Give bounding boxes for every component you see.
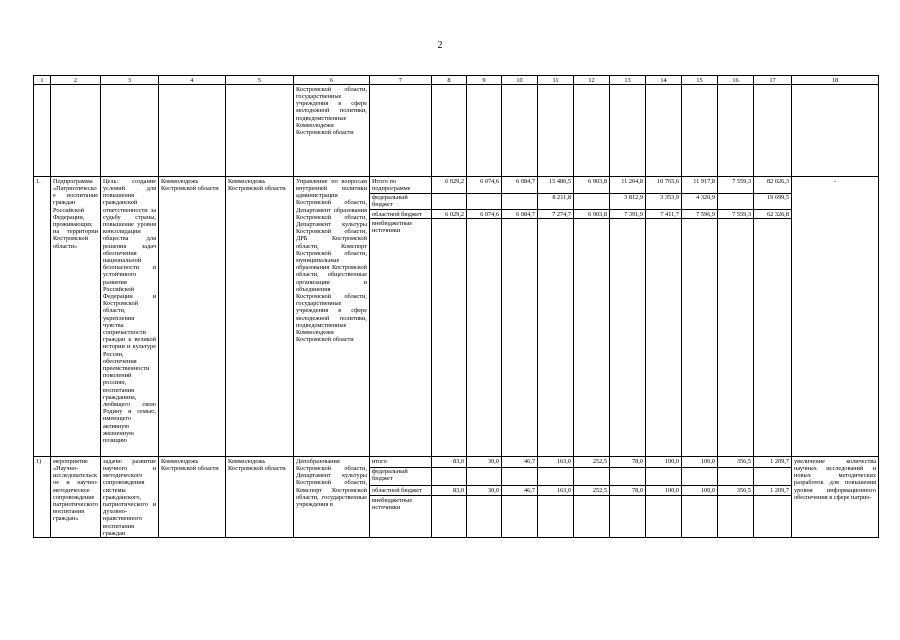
value-cell: 100,0 xyxy=(682,457,718,467)
value-cell: 11 917,8 xyxy=(682,177,718,193)
value-cell: 62 326,8 xyxy=(754,210,792,219)
subprogram-name: Подпрограмма «Патриотическое воспитание граждан Российской Федерации, проживающих на территории Костромской области» xyxy=(51,177,101,457)
value-cell: 252,5 xyxy=(574,486,610,496)
value-cell: 3 353,9 xyxy=(646,193,682,209)
value-cell: 7 391,9 xyxy=(610,210,646,219)
value-cell xyxy=(432,496,467,538)
value-cell xyxy=(502,496,538,538)
value-cell: 1 209,7 xyxy=(754,486,792,496)
value-cell xyxy=(754,496,792,538)
value-cell xyxy=(610,496,646,538)
value-cell: 6 084,7 xyxy=(502,177,538,193)
value-cell xyxy=(718,219,754,457)
activity-row xyxy=(34,457,879,467)
executor-cell: Костромской области, государственные учреждения в сфере молодежной политики, подведомственные Коммолодежи Костромской области xyxy=(294,85,370,177)
col-header: 18 xyxy=(792,76,879,85)
value-cell: 356,5 xyxy=(718,457,754,467)
subprogram-row xyxy=(34,177,879,193)
col-header: 11 xyxy=(538,76,574,85)
value-cell xyxy=(538,467,574,485)
activity-goal: задачи: развитие научного и методического сопровождения системы гражданского, патриотического и духовно-нравственного воспитания граждан xyxy=(101,457,159,538)
value-cell xyxy=(432,467,467,485)
value-cell: 10 765,6 xyxy=(646,177,682,193)
value-cell: 6 029,2 xyxy=(432,177,467,193)
value-cell xyxy=(610,219,646,457)
col-header: 14 xyxy=(646,76,682,85)
customer-cell: Коммолодежь Костромской области xyxy=(159,177,226,457)
value-cell xyxy=(646,496,682,538)
col-header: 8 xyxy=(432,76,467,85)
subprogram-goal: Цель: создание условий для повышения гражданской ответственности за судьбу страны, повышение уровня консолидации общества для решения задач обеспечения национальной безопасности и устойчивого развития Российской Федерации и Костромской области, укрепления чувства сопричастности граждан к великой истории и культуре России, обеспечения преемственности поколений россиян, воспитания гражданина, любящего свою Родину и семью, имеющего активную жизненную позицию xyxy=(101,177,159,457)
row-number: 1. xyxy=(34,177,51,457)
value-cell xyxy=(432,193,467,209)
value-cell: 7 559,3 xyxy=(718,210,754,219)
result-cell: увеличение количества научных исследований и новых методических разработок для повышения уровня информационного обеспечения в сфере патрио- xyxy=(792,457,879,538)
value-cell: 83,0 xyxy=(432,486,467,496)
value-cell: 6 074,6 xyxy=(467,177,502,193)
value-cell: 7 411,7 xyxy=(646,210,682,219)
value-cell xyxy=(718,467,754,485)
col-header: 9 xyxy=(467,76,502,85)
value-cell: 356,5 xyxy=(718,486,754,496)
coordinator-cell: Коммолодежь Костромской области xyxy=(226,457,294,538)
col-header: 1 xyxy=(34,76,51,85)
col-header: 2 xyxy=(51,76,101,85)
value-cell: 6 084,7 xyxy=(502,210,538,219)
value-cell xyxy=(574,467,610,485)
value-cell xyxy=(502,193,538,209)
value-cell: 8 211,8 xyxy=(538,193,574,209)
value-cell xyxy=(754,219,792,457)
value-cell xyxy=(718,496,754,538)
value-cell: 78,0 xyxy=(610,486,646,496)
value-cell xyxy=(574,219,610,457)
value-cell: 19 699,5 xyxy=(754,193,792,209)
value-cell xyxy=(467,193,502,209)
value-cell xyxy=(646,219,682,457)
program-table xyxy=(33,75,879,538)
value-cell xyxy=(467,496,502,538)
coordinator-cell: Коммолодежь Костромской области xyxy=(226,177,294,457)
col-header: 7 xyxy=(370,76,432,85)
activity-name: мероприятие «Научно-исследовательское и научно-методическое сопровождение патриотического воспитания граждан» xyxy=(51,457,101,538)
value-cell xyxy=(538,496,574,538)
value-cell: 30,0 xyxy=(467,486,502,496)
value-cell: 100,0 xyxy=(682,486,718,496)
col-header: 5 xyxy=(226,76,294,85)
value-cell: 100,0 xyxy=(646,486,682,496)
source-label: внебюджетные источники xyxy=(370,219,432,457)
value-cell: 11 204,8 xyxy=(610,177,646,193)
value-cell: 4 320,9 xyxy=(682,193,718,209)
col-header: 4 xyxy=(159,76,226,85)
value-cell: 3 812,9 xyxy=(610,193,646,209)
value-cell: 6 903,8 xyxy=(574,177,610,193)
value-cell xyxy=(467,219,502,457)
source-label: итого xyxy=(370,457,432,467)
value-cell xyxy=(682,219,718,457)
value-cell: 163,0 xyxy=(538,457,574,467)
value-cell xyxy=(682,467,718,485)
row-number: 1) xyxy=(34,457,51,538)
value-cell xyxy=(502,219,538,457)
col-header: 13 xyxy=(610,76,646,85)
col-header: 15 xyxy=(682,76,718,85)
value-cell xyxy=(610,467,646,485)
value-cell xyxy=(502,467,538,485)
value-cell: 82 026,3 xyxy=(754,177,792,193)
value-cell: 46,7 xyxy=(502,486,538,496)
col-header: 10 xyxy=(502,76,538,85)
value-cell: 7 559,3 xyxy=(718,177,754,193)
value-cell xyxy=(574,496,610,538)
value-cell xyxy=(718,193,754,209)
source-label: федеральный бюджет xyxy=(370,193,432,209)
value-cell: 78,0 xyxy=(610,457,646,467)
value-cell xyxy=(682,496,718,538)
source-label: Итого по подпрограмме xyxy=(370,177,432,193)
value-cell xyxy=(646,467,682,485)
value-cell: 15 486,5 xyxy=(538,177,574,193)
value-cell: 100,0 xyxy=(646,457,682,467)
page-number: 2 xyxy=(437,40,443,51)
value-cell: 83,0 xyxy=(432,457,467,467)
executor-cell: Управление по вопросам внутренней политики администрации Костромской области, Департамент образования Костромской области, Департамент культуры Костромской области, ДРБ Костромской области, Комспорт Костромской области, муниципальные образования Костромской области, общественные организации и объединения Костромской области, государственные учреждения в сфере молодежной политики, подведомственные Коммолодежи Костромской области xyxy=(294,177,370,457)
col-header: 16 xyxy=(718,76,754,85)
continued-row xyxy=(34,85,879,177)
value-cell: 46,7 xyxy=(502,457,538,467)
source-label: областной бюджет xyxy=(370,210,432,219)
value-cell: 7 274,7 xyxy=(538,210,574,219)
value-cell xyxy=(574,193,610,209)
executor-cell: Депобразования Костромской области, Департамент культуры Костромской области, Комспорт Костромской области, государственные учреждения в xyxy=(294,457,370,538)
customer-cell: Коммолодежь Костромской области xyxy=(159,457,226,538)
col-header: 3 xyxy=(101,76,159,85)
column-number-row xyxy=(34,76,879,85)
value-cell: 7 596,9 xyxy=(682,210,718,219)
col-header: 12 xyxy=(574,76,610,85)
col-header: 17 xyxy=(754,76,792,85)
value-cell: 252,5 xyxy=(574,457,610,467)
source-label: внебюджетные источники xyxy=(370,496,432,538)
value-cell xyxy=(432,219,467,457)
value-cell xyxy=(754,467,792,485)
source-label: областной бюджет xyxy=(370,486,432,496)
value-cell: 1 209,7 xyxy=(754,457,792,467)
value-cell xyxy=(538,219,574,457)
source-label: федеральный бюджет xyxy=(370,467,432,485)
value-cell: 6 074,6 xyxy=(467,210,502,219)
value-cell: 6 029,2 xyxy=(432,210,467,219)
value-cell xyxy=(467,467,502,485)
value-cell: 163,0 xyxy=(538,486,574,496)
col-header: 6 xyxy=(294,76,370,85)
value-cell: 30,0 xyxy=(467,457,502,467)
value-cell: 6 903,8 xyxy=(574,210,610,219)
result-cell: - xyxy=(792,177,879,457)
